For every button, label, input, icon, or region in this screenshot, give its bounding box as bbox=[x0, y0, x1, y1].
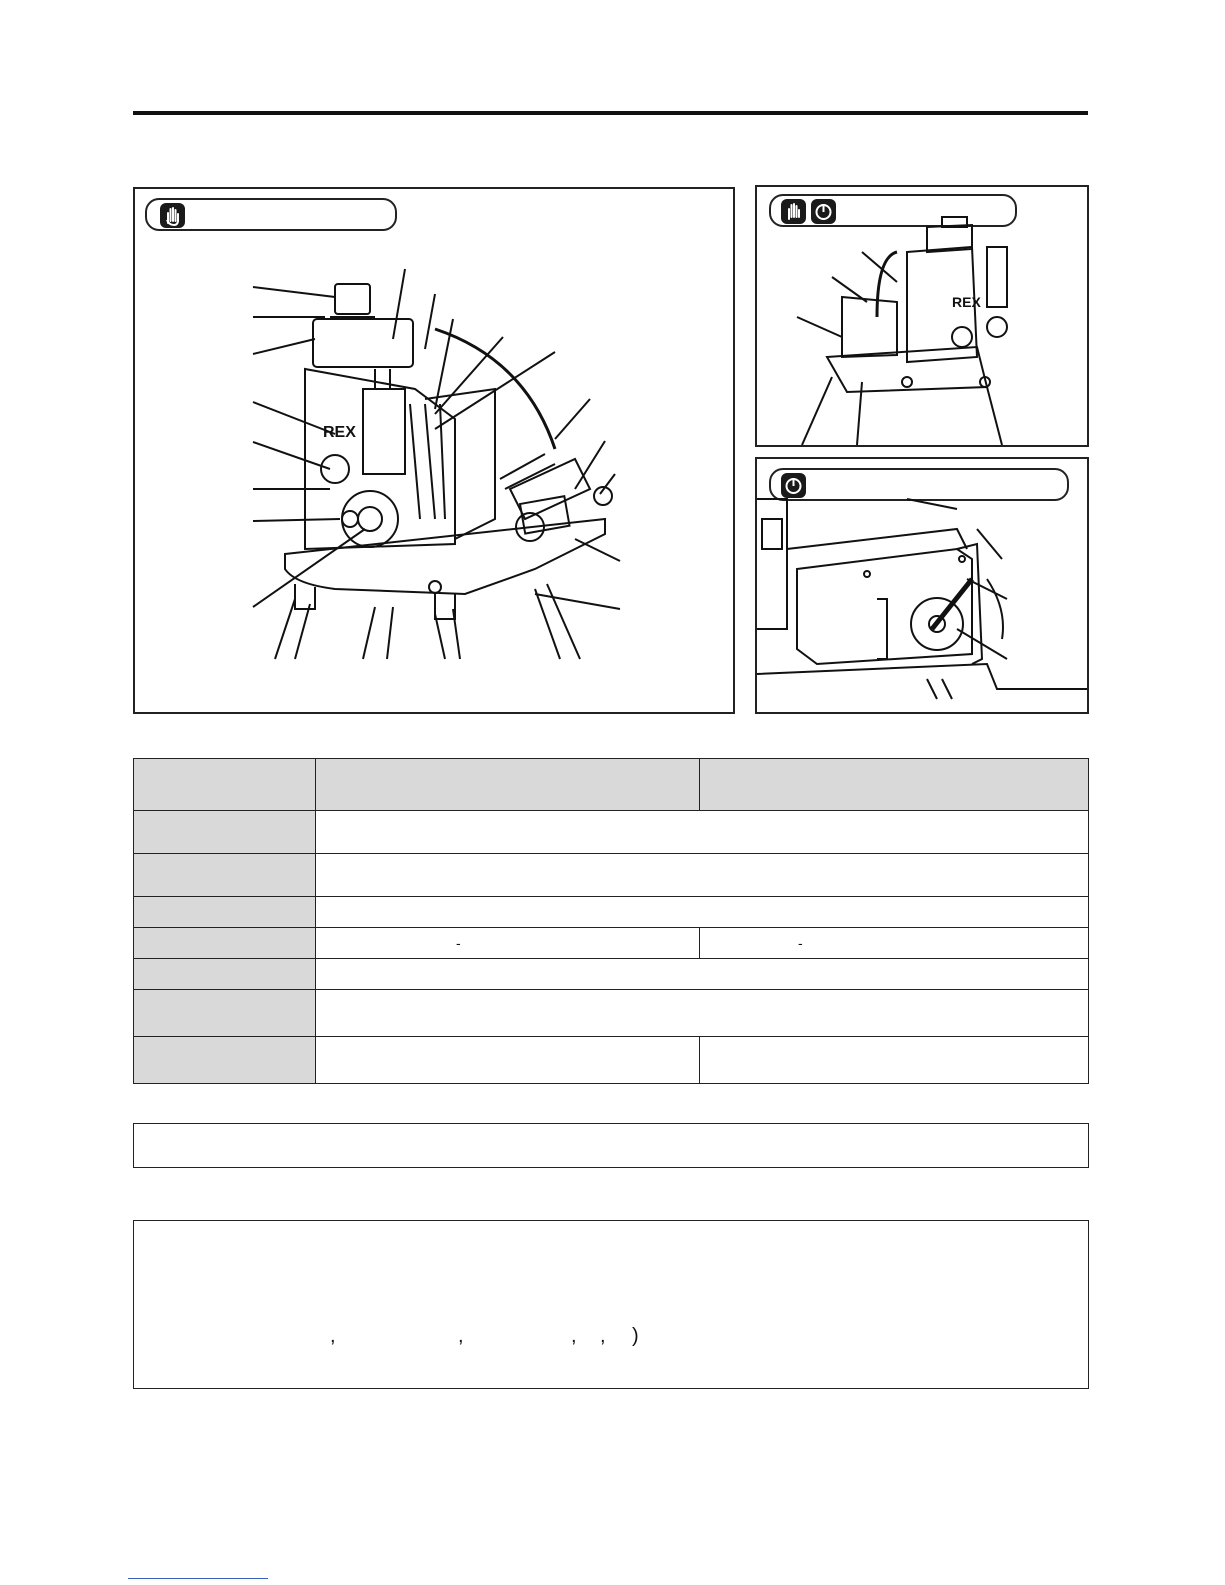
motor-cover-illustration bbox=[757, 459, 1089, 714]
table-cell bbox=[316, 959, 1089, 990]
table-row bbox=[134, 897, 1089, 928]
table-row bbox=[134, 759, 1089, 811]
warning-punctuation: ) bbox=[632, 1325, 639, 1347]
table-header-cell bbox=[700, 759, 1089, 811]
machine-illustration bbox=[135, 189, 735, 714]
table-cell bbox=[316, 990, 1089, 1037]
table-row bbox=[134, 959, 1089, 990]
top-right-figure-panel bbox=[755, 185, 1089, 447]
range-dash: - bbox=[798, 935, 803, 951]
main-figure-panel bbox=[133, 187, 735, 714]
warning-box bbox=[133, 1220, 1089, 1389]
table-cell bbox=[316, 854, 1089, 897]
table-cell bbox=[700, 1037, 1089, 1084]
table-cell bbox=[316, 1037, 700, 1084]
table-row bbox=[134, 854, 1089, 897]
brand-mark-side: REX bbox=[952, 294, 981, 310]
table-cell bbox=[316, 897, 1089, 928]
table-cell bbox=[316, 928, 700, 959]
warning-punctuation: , bbox=[600, 1325, 606, 1347]
table-row bbox=[134, 928, 1089, 959]
brand-mark-main: REX bbox=[323, 424, 356, 441]
table-row-label bbox=[134, 854, 316, 897]
range-dash: - bbox=[456, 935, 461, 951]
table-cell bbox=[700, 928, 1089, 959]
warning-punctuation: , bbox=[330, 1325, 336, 1347]
warning-punctuation: , bbox=[458, 1325, 464, 1347]
table-row bbox=[134, 811, 1089, 854]
table-row-label bbox=[134, 928, 316, 959]
table-row bbox=[134, 1037, 1089, 1084]
warning-punctuation: , bbox=[571, 1325, 577, 1347]
machine-illustration-side bbox=[757, 187, 1089, 447]
table-cell bbox=[316, 811, 1089, 854]
spec-table bbox=[133, 758, 1089, 1084]
table-row-label bbox=[134, 959, 316, 990]
table-row-label bbox=[134, 990, 316, 1037]
top-rule bbox=[133, 111, 1088, 115]
bottom-right-figure-panel bbox=[755, 457, 1089, 714]
note-box bbox=[133, 1123, 1089, 1168]
table-header-cell bbox=[316, 759, 700, 811]
table-row-label bbox=[134, 897, 316, 928]
table-row-label bbox=[134, 811, 316, 854]
table-row-label bbox=[134, 1037, 316, 1084]
table-row bbox=[134, 990, 1089, 1037]
table-header-cell bbox=[134, 759, 316, 811]
footer-link-underline[interactable] bbox=[128, 1578, 268, 1579]
